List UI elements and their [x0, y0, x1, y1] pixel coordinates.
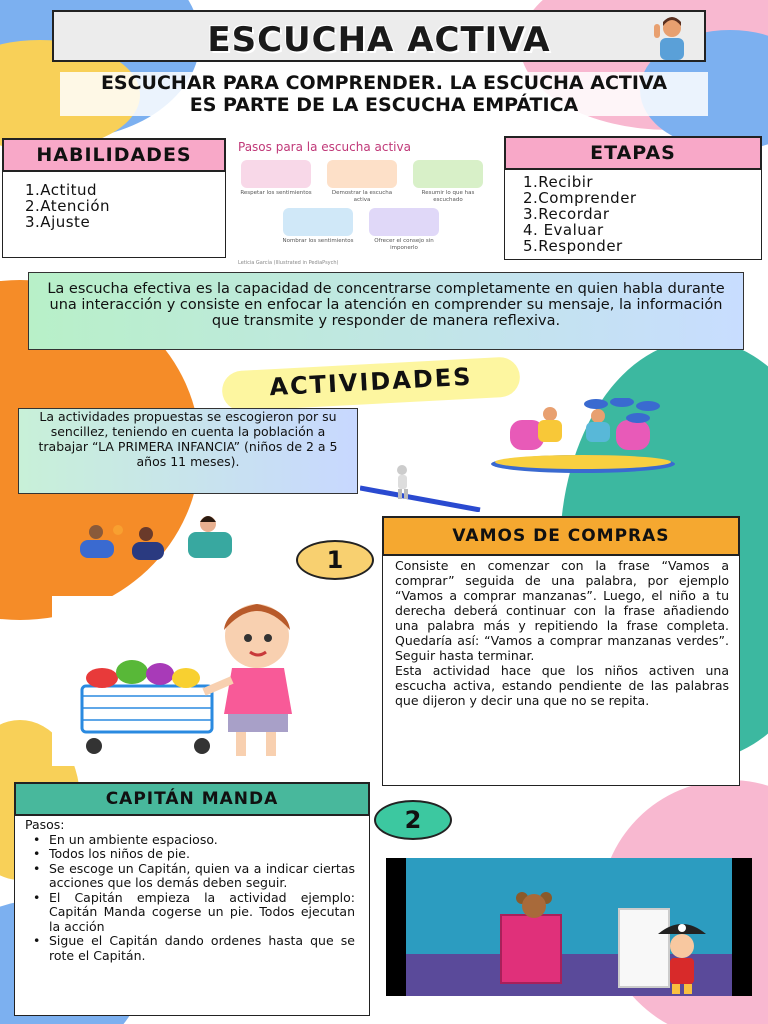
activity-number-1: 1: [296, 540, 374, 580]
pasos-label: Pasos:: [25, 817, 65, 832]
people-talking-icon: [413, 160, 483, 188]
list-item: 1.Actitud: [25, 181, 98, 199]
list-item: • Todos los niños de pie.: [25, 847, 355, 862]
subtitle: ESCUCHAR PARA COMPRENDER. LA ESCUCHA ACTIVA ES PARTE DE LA ESCUCHA EMPÁTICA: [60, 72, 708, 116]
room-scene: [406, 858, 732, 996]
pirate-captain-icon: [654, 918, 710, 996]
title-banner: [52, 10, 706, 62]
people-talking-icon: [283, 208, 353, 236]
pasos-title: Pasos para la escucha activa: [238, 140, 411, 154]
etapas-list: [504, 170, 762, 260]
list-item: • El Capitán empieza la actividad ejemplo: Capitán Manda cogerse un pie. Todos ejecutan la acción: [25, 891, 355, 935]
pasos-credit: Leticia García (Illustrated in PediaPsych): [238, 260, 339, 266]
list-item: 1.Recibir: [523, 173, 594, 191]
paso-demostrar: Demostrar la escucha activa: [326, 160, 398, 203]
people-talking-icon: [241, 160, 311, 188]
list-item: 3.Ajuste: [25, 213, 91, 231]
pasos-escucha-panel: [234, 138, 496, 268]
woman-listening-icon: [644, 14, 700, 60]
vamos-de-compras-text: Consiste en comenzar con la frase “Vamos a comprar” seguida de una palabra, por ejemplo “Vamos a comprar manzanas”. Luego, el niño a tu derecha deberá continuar con la frase añadiendo una palabra más y repitiendo la frase completa. Quedaría así: “Vamos a comprar manzanas verdes”. Seguir hasta terminar. Esta actividad hace que los niños activen una escucha activa, estando pendiente de las palabras que dijeron y decir una que no se repita.: [382, 556, 740, 786]
paso-nombrar: Nombrar los sentimientos: [282, 208, 354, 245]
habilidades-header: HABILIDADES: [2, 138, 226, 172]
list-item: • Sigue el Capitán dando ordenes hasta que se rote el Capitán.: [25, 934, 355, 963]
definicion-box: La escucha efectiva es la capacidad de concentrarse completamente en quien habla durante una interacción y consiste en enfocar la atención en comprender su mensaje, la información que transmite y responder de manera reflexiva.: [28, 272, 744, 350]
actividades-title: ACTIVIDADES: [268, 362, 474, 402]
vamos-de-compras-header: VAMOS DE COMPRAS: [382, 516, 740, 556]
paso-resumir: Resumir lo que has escuchado: [412, 160, 484, 203]
actividades-banner: [221, 356, 521, 412]
list-item: • En un ambiente espacioso.: [25, 833, 355, 848]
teddy-bear-icon: [514, 890, 554, 920]
capitan-manda-text: [14, 816, 370, 1016]
actividades-intro: La actividades propuestas se escogieron por su sencillez, teniendo en cuenta la población a trabajar “LA PRIMERA INFANCIA” (niños de 2 a 5 años 11 meses).: [18, 408, 358, 494]
list-item: 2.Atención: [25, 197, 111, 215]
people-talking-icon: [369, 208, 439, 236]
paso-respetar: Respetar los sentimientos: [240, 160, 312, 197]
paso-ofrecer: Ofrecer el consejo sin imponerlo: [368, 208, 440, 251]
wardrobe-icon: [500, 914, 562, 984]
people-talking-icon: [327, 160, 397, 188]
list-item: 2.Comprender: [523, 189, 637, 207]
habilidades-list: [2, 172, 226, 258]
walking-figure-icon: [360, 462, 540, 512]
page-title: ESCUCHA ACTIVA: [207, 20, 551, 60]
girl-shopping-cart-illustration: [52, 596, 332, 766]
activity-number-2: 2: [374, 800, 452, 840]
list-item: 3.Recordar: [523, 205, 610, 223]
capitan-manda-header: CAPITÁN MANDA: [14, 782, 370, 816]
children-sitting-illustration: [66, 512, 246, 572]
capitan-manda-video-frame: [386, 858, 752, 996]
list-item: 4. Evaluar: [523, 221, 604, 239]
list-item: • Se escoge un Capitán, quien va a indicar ciertas acciones que los demás deben seguir.: [25, 862, 355, 891]
list-item: 5.Responder: [523, 237, 623, 255]
etapas-header: ETAPAS: [504, 136, 762, 170]
